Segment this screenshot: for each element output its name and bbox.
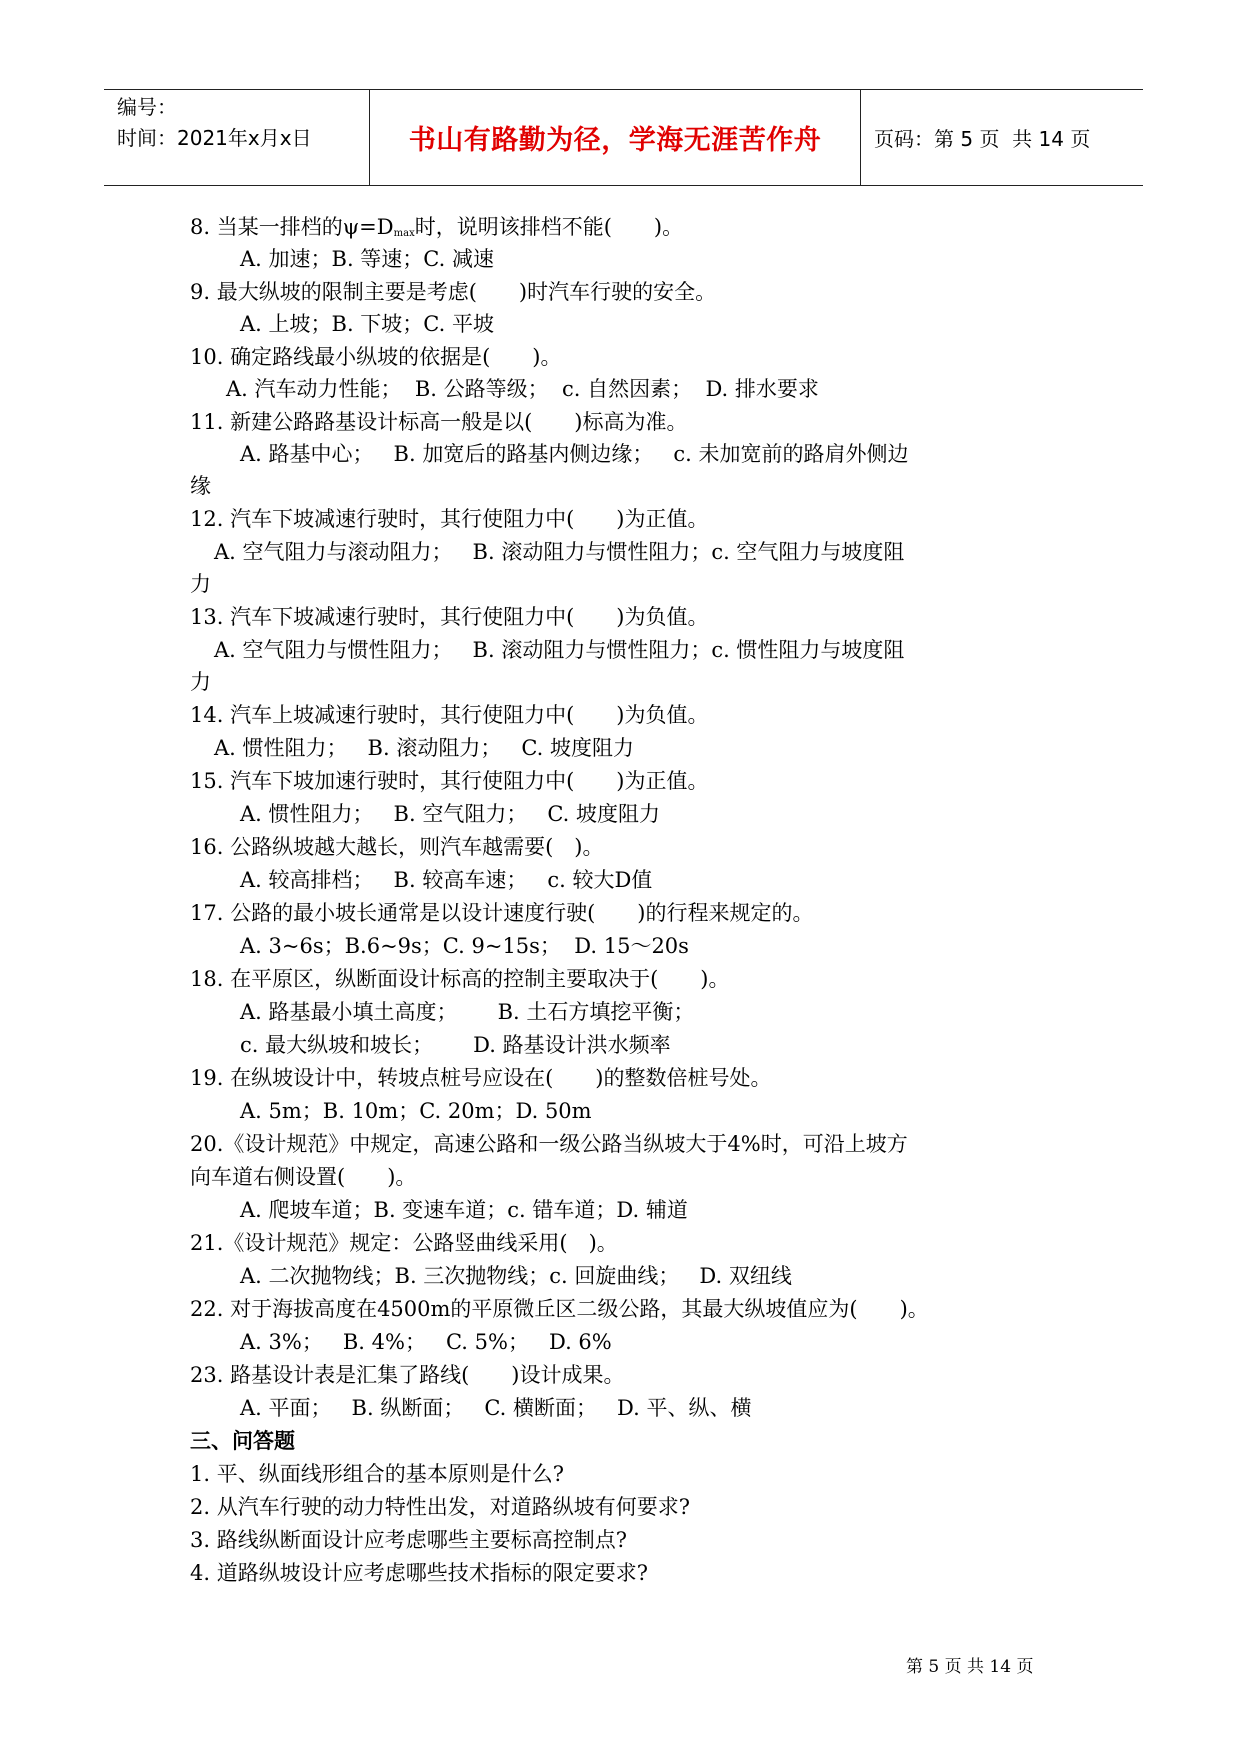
question-9-options: A. 上坡；B. 下坡；C. 平坡 [240, 312, 494, 336]
question-20-options: A. 爬坡车道；B. 变速车道；c. 错车道；D. 辅道 [240, 1198, 688, 1222]
question-15-options: A. 惯性阻力； B. 空气阻力； C. 坡度阻力 [240, 802, 661, 826]
question-10-options: A. 汽车动力性能； B. 公路等级； c. 自然因素； D. 排水要求 [226, 377, 819, 401]
question-19: 19. 在纵坡设计中，转坡点桩号应设在( )的整数倍桩号处。 [190, 1066, 772, 1090]
essay-question-2: 2. 从汽车行驶的动力特性出发，对道路纵坡有何要求? [190, 1495, 690, 1519]
header-divider [860, 90, 861, 185]
question-22-options: A. 3%； B. 4%； C. 5%； D. 6% [240, 1330, 612, 1354]
question-18-options: A. 路基最小填土高度； B. 土石方填挖平衡； [240, 1000, 695, 1024]
question-21-options: A. 二次抛物线；B. 三次抛物线；c. 回旋曲线； D. 双纽线 [240, 1264, 792, 1288]
question-19-options: A. 5m；B. 10m；C. 20m；D. 50m [240, 1099, 592, 1123]
question-12-options-cont: 力 [190, 572, 211, 596]
essay-question-3: 3. 路线纵断面设计应考虑哪些主要标高控制点? [190, 1528, 627, 1552]
question-12: 12. 汽车下坡减速行驶时，其行使阻力中( )为正值。 [190, 507, 709, 531]
question-8: 8. 当某一排档的$\psi=D_{max}$时，说明该排档不能( )。 [190, 215, 684, 239]
question-23-options: A. 平面； B. 纵断面； C. 横断面； D. 平、纵、横 [240, 1396, 752, 1420]
essay-question-4: 4. 道路纵坡设计应考虑哪些技术指标的限定要求? [190, 1561, 648, 1585]
question-16: 16. 公路纵坡越大越长，则汽车越需要( )。 [190, 835, 604, 859]
page-header [104, 89, 1143, 186]
question-23: 23. 路基设计表是汇集了路线( )设计成果。 [190, 1363, 625, 1387]
header-slogan: 书山有路勤为径，学海无涯苦作舟 [408, 125, 822, 156]
question-11-options: A. 路基中心； B. 加宽后的路基内侧边缘； c. 未加宽前的路肩外侧边 [240, 442, 909, 466]
time-label: 时间：2021年x月x日 [117, 126, 312, 150]
question-13-options: A. 空气阻力与惯性阻力； B. 滚动阻力与惯性阻力；c. 惯性阻力与坡度阻 [214, 638, 905, 662]
subscript-max: max [393, 228, 415, 239]
header-page-code: 页码：第 5 页 共 14 页 [874, 127, 1091, 151]
question-10: 10. 确定路线最小纵坡的依据是( )。 [190, 345, 562, 369]
question-15: 15. 汽车下坡加速行驶时，其行使阻力中( )为正值。 [190, 769, 709, 793]
question-13-options-cont: 力 [190, 670, 211, 694]
question-17-options: A. 3~6s；B.6~9s；C. 9~15s； D. 15～20s [240, 934, 689, 958]
question-20-cont: 向车道右侧设置( )。 [190, 1165, 417, 1189]
question-11: 11. 新建公路路基设计标高一般是以( )标高为准。 [190, 410, 688, 434]
question-18-options-2: c. 最大纵坡和坡长； D. 路基设计洪水频率 [240, 1033, 671, 1057]
section-title: 三、问答题 [190, 1429, 295, 1453]
number-label: 编号： [117, 95, 177, 119]
question-14-options: A. 惯性阻力； B. 滚动阻力； C. 坡度阻力 [214, 736, 635, 760]
question-11-options-cont: 缘 [190, 474, 211, 498]
question-8-options: A. 加速；B. 等速；C. 减速 [240, 247, 494, 271]
question-17: 17. 公路的最小坡长通常是以设计速度行驶( )的行程来规定的。 [190, 901, 814, 925]
question-13: 13. 汽车下坡减速行驶时，其行使阻力中( )为负值。 [190, 605, 709, 629]
page-footer: 第 5 页 共 14 页 [906, 1657, 1034, 1677]
header-meta [117, 92, 312, 154]
question-16-options: A. 较高排档； B. 较高车速； c. 较大D值 [240, 868, 653, 892]
question-21: 21.《设计规范》规定：公路竖曲线采用( )。 [190, 1231, 618, 1255]
question-12-options: A. 空气阻力与滚动阻力； B. 滚动阻力与惯性阻力；c. 空气阻力与坡度阻 [214, 540, 905, 564]
question-22: 22. 对于海拔高度在4500m的平原微丘区二级公路，其最大纵坡值应为( )。 [190, 1297, 929, 1321]
question-14: 14. 汽车上坡减速行驶时，其行使阻力中( )为负值。 [190, 703, 709, 727]
question-20: 20.《设计规范》中规定，高速公路和一级公路当纵坡大于4%时，可沿上坡方 [190, 1132, 908, 1156]
essay-question-1: 1. 平、纵面线形组合的基本原则是什么? [190, 1462, 564, 1486]
question-9: 9. 最大纵坡的限制主要是考虑( )时汽车行驶的安全。 [190, 280, 717, 304]
question-18: 18. 在平原区，纵断面设计标高的控制主要取决于( )。 [190, 967, 730, 991]
